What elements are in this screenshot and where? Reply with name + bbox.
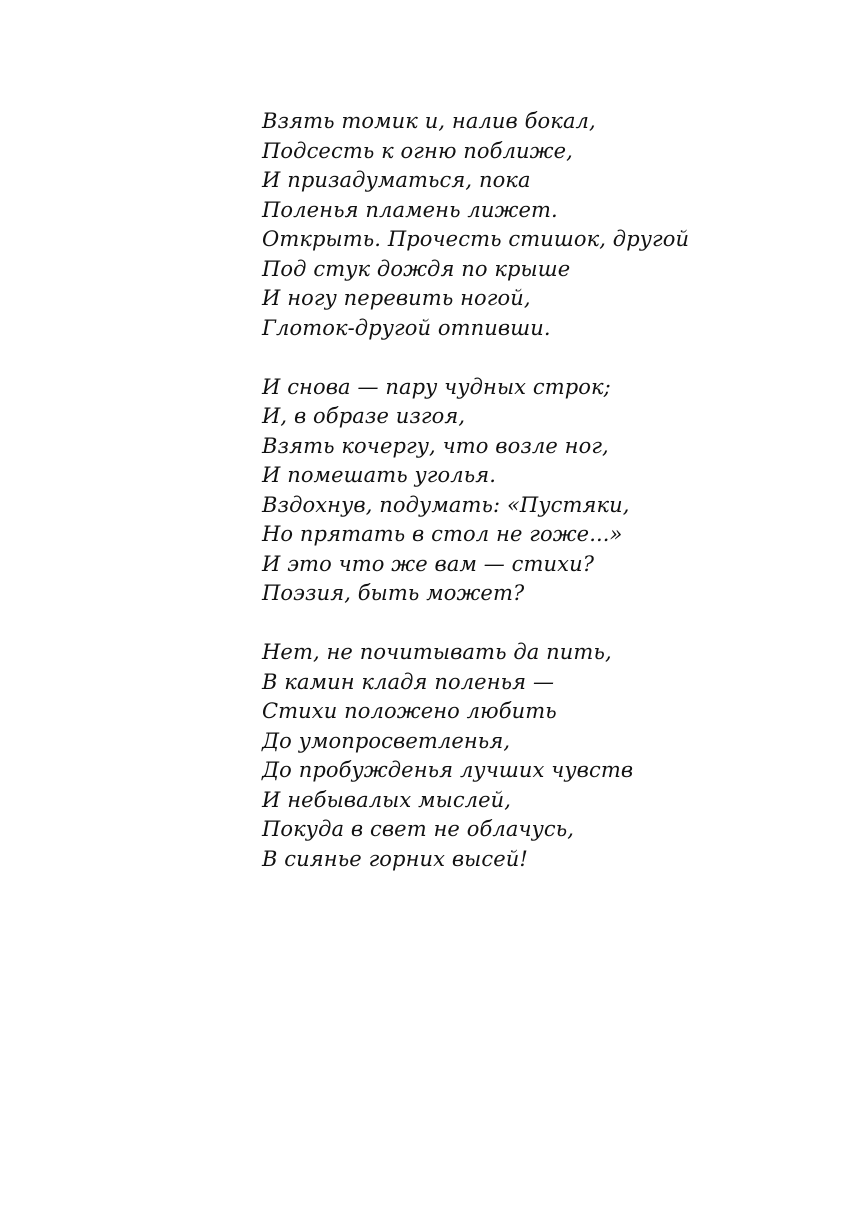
poem-line: Глоток-другой отпивши. [262,315,551,340]
poem-line: И, в образе изгоя, [262,404,466,428]
poem-line: Под стук дождя по крыше [262,256,571,281]
stanza-3 [262,638,822,874]
poem-line: Стихи положено любить [262,699,557,723]
poem-line: Открыть. Прочесть стишок, другой [262,227,690,251]
poem-line: Нет, не почитывать да пить, [262,640,612,664]
poem-line: Но прятать в стол не гоже...» [262,522,623,546]
stanza-2 [262,373,822,609]
poem [262,107,822,874]
poem-line: И небывалых мыслей, [262,787,512,812]
poem-line: И призадуматься, пока [262,168,531,192]
poem-line: Взять кочергу, что возле ног, [262,433,609,458]
stanza-1 [262,107,822,343]
poem-line: В камин кладя поленья — [262,669,555,694]
poem-line: Подсесть к огню поближе, [262,138,573,163]
poem-line: И это что же вам — стихи? [262,551,595,576]
poem-line: До умопросветленья, [262,728,511,753]
poem-line: Покуда в свет не облачусь, [262,817,575,841]
poem-line: И помешать уголья. [262,463,497,487]
poem-line: Поэзия, быть может? [262,581,525,605]
poem-line: В сиянье горних высей! [262,846,528,871]
poem-line: До пробужденья лучших чувств [262,758,634,782]
poem-line: Взять томик и, налив бокал, [262,109,596,133]
poem-line: Поленья пламень лижет. [262,197,558,222]
poem-line: И снова — пару чудных строк; [262,374,611,399]
poem-line: Вздохнув, подумать: «Пустяки, [262,492,630,517]
poem-line: И ногу перевить ногой, [262,286,531,310]
